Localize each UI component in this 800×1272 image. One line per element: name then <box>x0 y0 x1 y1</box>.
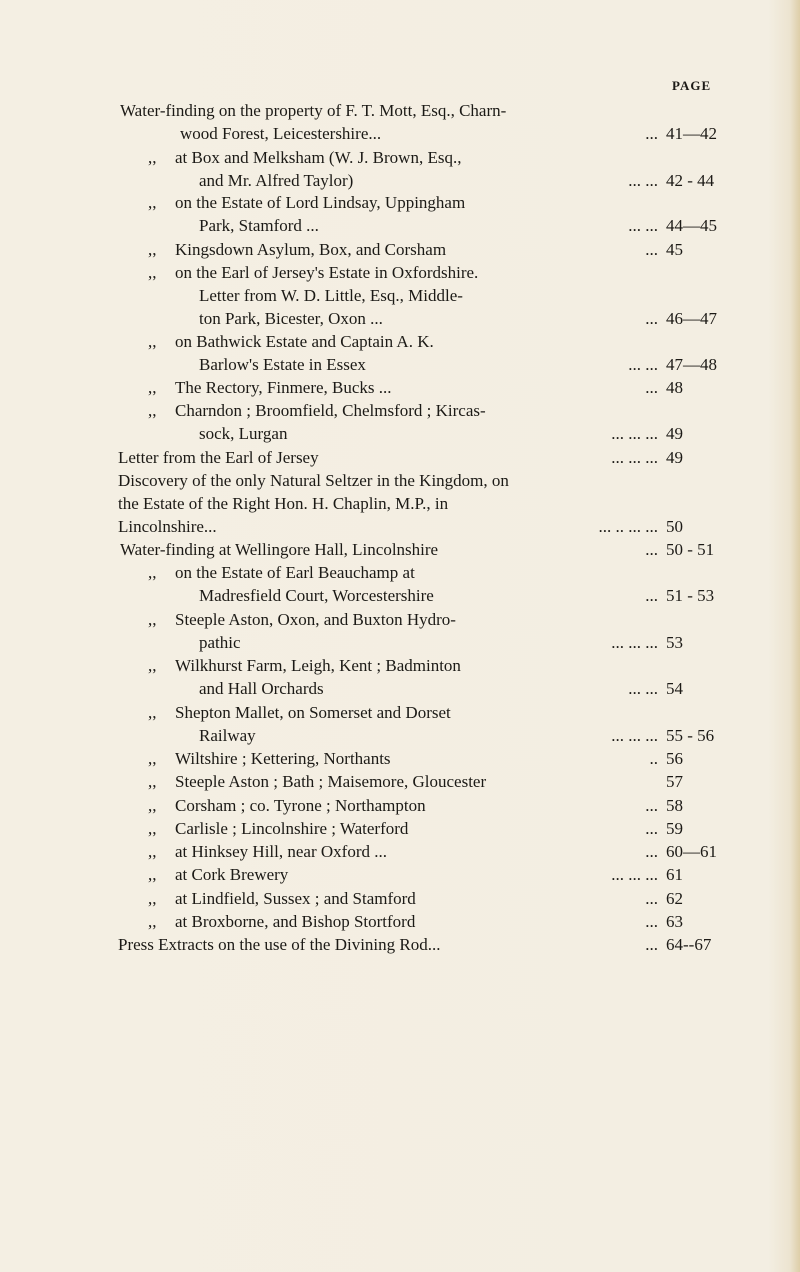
dot-leader: ... <box>645 842 658 861</box>
dot-leader: ... ... ... <box>611 726 658 745</box>
page-number: 62 <box>666 889 683 908</box>
page-number: 54 <box>666 679 683 698</box>
entry-title: Carlisle ; Lincolnshire ; Waterford <box>175 819 409 838</box>
ditto-mark: ,, <box>148 912 157 931</box>
entry-title: Shepton Mallet, on Somerset and Dorset <box>175 703 451 722</box>
page-number: 48 <box>666 378 683 397</box>
ditto-mark: ,, <box>148 889 157 908</box>
ditto-mark: ,, <box>148 796 157 815</box>
dot-leader: ... ... ... <box>611 865 658 884</box>
entry-title: at Box and Melksham (W. J. Brown, Esq., <box>175 148 462 167</box>
page-number: 47—48 <box>666 355 717 374</box>
dot-leader: ... <box>645 796 658 815</box>
entry-title: Water-finding on the property of F. T. Mott, Esq., Charn- <box>120 101 507 120</box>
dot-leader: ... ... <box>628 679 658 698</box>
ditto-mark: ,, <box>148 703 157 722</box>
ditto-mark: ,, <box>148 148 157 167</box>
entry-title: at Cork Brewery <box>175 865 289 884</box>
entry-title-continuation: Lincolnshire... <box>118 517 217 536</box>
ditto-mark: ,, <box>148 263 157 282</box>
ditto-mark: ,, <box>148 610 157 629</box>
dot-leader: ... <box>645 819 658 838</box>
entry-title: Steeple Aston ; Bath ; Maisemore, Gloucester <box>175 772 487 791</box>
page-number: 53 <box>666 633 683 652</box>
dot-leader: ... .. ... ... <box>598 517 658 536</box>
entry-title-continuation: Barlow's Estate in Essex <box>199 355 366 374</box>
dot-leader: ... ... ... <box>611 448 658 467</box>
entry-title: Wiltshire ; Kettering, Northants <box>175 749 391 768</box>
dot-leader: .. <box>649 749 658 768</box>
page-number: 50 <box>666 517 683 536</box>
page-number: 56 <box>666 749 683 768</box>
dot-leader: ... ... <box>628 171 658 190</box>
dot-leader: ... <box>645 124 658 143</box>
page-number: 44—45 <box>666 216 717 235</box>
entry-title-continuation: the Estate of the Right Hon. H. Chaplin, M.P., in <box>118 494 449 513</box>
dot-leader: ... <box>645 540 658 559</box>
entry-title: on Bathwick Estate and Captain A. K. <box>175 332 434 351</box>
ditto-mark: ,, <box>148 563 157 582</box>
dot-leader: ... <box>645 935 658 954</box>
entry-title: at Lindfield, Sussex ; and Stamford <box>175 889 416 908</box>
entry-title-continuation: Park, Stamford ... <box>199 216 319 235</box>
dot-leader: ... <box>645 912 658 931</box>
page-number: 57 <box>666 772 683 791</box>
dot-leader: ... <box>645 240 658 259</box>
page-number: 55 - 56 <box>666 726 715 745</box>
ditto-mark: ,, <box>148 193 157 212</box>
entry-title: on the Earl of Jersey's Estate in Oxfordshire. <box>175 263 479 282</box>
dot-leader: ... <box>645 309 658 328</box>
page-number: 63 <box>666 912 683 931</box>
page-number: 61 <box>666 865 683 884</box>
entry-title-continuation: ton Park, Bicester, Oxon ... <box>199 309 383 328</box>
entry-title-continuation: Letter from W. D. Little, Esq., Middle- <box>199 286 463 305</box>
page-number: 64--67 <box>666 935 712 954</box>
page-number: 50 - 51 <box>666 540 715 559</box>
dot-leader: ... ... ... <box>611 424 658 443</box>
dot-leader: ... <box>645 889 658 908</box>
ditto-mark: ,, <box>148 865 157 884</box>
ditto-mark: ,, <box>148 401 157 420</box>
entry-title: at Hinksey Hill, near Oxford ... <box>175 842 387 861</box>
entry-title-continuation: wood Forest, Leicestershire... <box>180 124 382 143</box>
ditto-mark: ,, <box>148 656 157 675</box>
ditto-mark: ,, <box>148 749 157 768</box>
page-edge-shadow <box>790 0 800 1272</box>
entry-title: Kingsdown Asylum, Box, and Corsham <box>175 240 447 259</box>
page-number: 41—42 <box>666 124 717 143</box>
entry-title: at Broxborne, and Bishop Stortford <box>175 912 416 931</box>
page-number: 49 <box>666 424 683 443</box>
entry-title: Wilkhurst Farm, Leigh, Kent ; Badminton <box>175 656 461 675</box>
entry-title: The Rectory, Finmere, Bucks ... <box>175 378 392 397</box>
dot-leader: ... ... ... <box>611 633 658 652</box>
ditto-mark: ,, <box>148 772 157 791</box>
entry-title-continuation: sock, Lurgan <box>199 424 288 443</box>
entry-title: Steeple Aston, Oxon, and Buxton Hydro- <box>175 610 456 629</box>
entry-title: on the Estate of Lord Lindsay, Uppingham <box>175 193 466 212</box>
page-number: 42 - 44 <box>666 171 715 190</box>
entry-title-continuation: pathic <box>199 633 241 652</box>
entry-title-continuation: Railway <box>199 726 256 745</box>
dot-leader: ... <box>645 378 658 397</box>
ditto-mark: ,, <box>148 240 157 259</box>
page-number: 51 - 53 <box>666 586 715 605</box>
entry-title: Charndon ; Broomfield, Chelmsford ; Kircas- <box>175 401 486 420</box>
page-number: 58 <box>666 796 683 815</box>
entry-title-continuation: and Mr. Alfred Taylor) <box>199 171 354 190</box>
dot-leader: ... ... <box>628 355 658 374</box>
page-number: 60—61 <box>666 842 717 861</box>
page-column-header: PAGE <box>672 78 712 93</box>
entry-title: Press Extracts on the use of the Divining Rod... <box>118 935 441 954</box>
entry-title: on the Estate of Earl Beauchamp at <box>175 563 415 582</box>
page-number: 59 <box>666 819 683 838</box>
entry-title: Water-finding at Wellingore Hall, Lincolnshire <box>120 540 439 559</box>
ditto-mark: ,, <box>148 842 157 861</box>
entry-title: Letter from the Earl of Jersey <box>118 448 319 467</box>
page-number: 45 <box>666 240 683 259</box>
page-number: 49 <box>666 448 683 467</box>
entry-title: Corsham ; co. Tyrone ; Northampton <box>175 796 426 815</box>
ditto-mark: ,, <box>148 378 157 397</box>
ditto-mark: ,, <box>148 819 157 838</box>
dot-leader: ... ... <box>628 216 658 235</box>
ditto-mark: ,, <box>148 332 157 351</box>
entry-title-continuation: Madresfield Court, Worcestershire <box>199 586 434 605</box>
dot-leader: ... <box>645 586 658 605</box>
page-number: 46—47 <box>666 309 717 328</box>
entry-title-continuation: and Hall Orchards <box>199 679 324 698</box>
entry-title: Discovery of the only Natural Seltzer in the Kingdom, on <box>118 471 509 490</box>
